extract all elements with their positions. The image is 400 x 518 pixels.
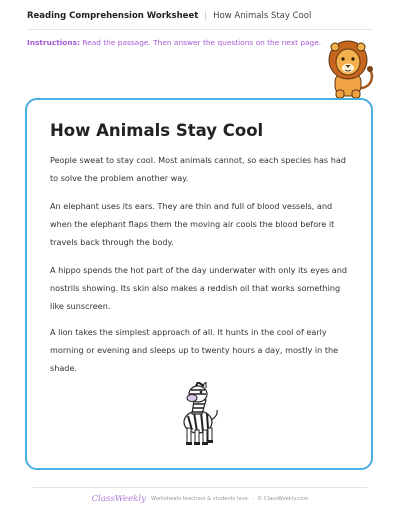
footer-separator: · <box>252 496 255 502</box>
instructions-text: Read the passage. Then answer the questions on the next page. <box>82 38 322 47</box>
instructions-label: Instructions: <box>27 38 80 47</box>
passage-paragraph: An elephant uses its ears. They are thin and full of blood vessels, and when the elephant flaps them the moving air cools the blood before it travels back through the body. <box>50 201 335 247</box>
zebra-icon <box>172 382 224 448</box>
page-header <box>27 11 311 21</box>
footer-divider <box>33 487 367 488</box>
passage-title: How Animals Stay Cool <box>50 121 264 140</box>
header-title: How Animals Stay Cool <box>213 11 312 21</box>
passage-paragraph: A lion takes the simplest approach of all. It hunts in the cool of early morning or evening and sleeps up to twenty hours a day, mostly in the shade. <box>50 327 339 373</box>
header-divider <box>27 29 373 30</box>
footer-tagline: Worksheets teachers & students love. <box>151 496 250 502</box>
passage-paragraph: People sweat to stay cool. Most animals cannot, so each species has had to solve the problem another way. <box>50 155 346 183</box>
brand-logo: ClassWeekly <box>91 494 146 504</box>
instructions <box>27 38 321 47</box>
passage-paragraph: A hippo spends the hot part of the day underwater with only its eyes and nostrils showing. Its skin also makes a reddish oil that works something like sunscreen. <box>50 265 347 311</box>
header-separator: | <box>204 11 208 21</box>
page-footer <box>0 494 400 504</box>
lion-icon <box>320 38 376 102</box>
worksheet-type-label: Reading Comprehension Worksheet <box>27 11 199 21</box>
footer-copyright: © ClassWeekly.com <box>257 496 309 502</box>
